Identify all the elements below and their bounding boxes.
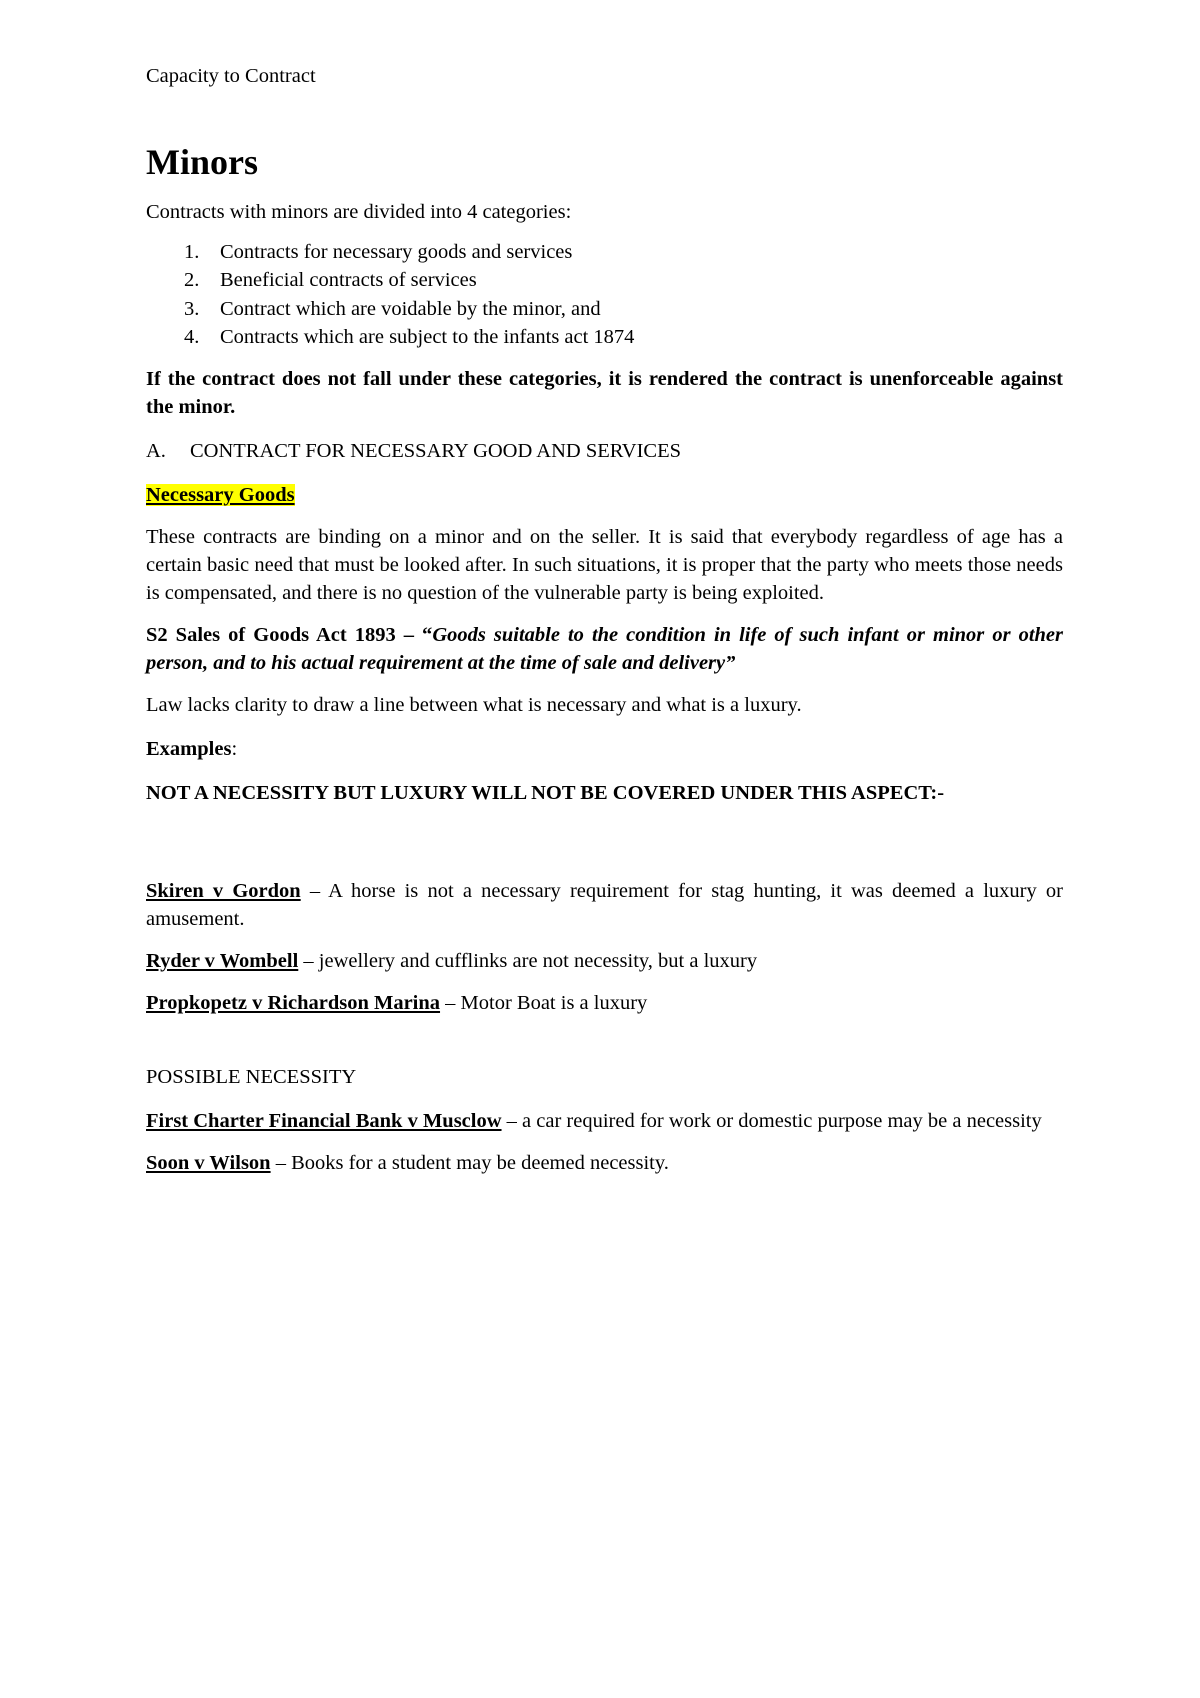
examples-label	[146, 735, 1063, 763]
examples-label-text: Examples	[146, 738, 232, 761]
goods-paragraph: These contracts are binding on a minor and on the seller. It is said that everybody regardless of age has a certain basic need that must be looked after. In such situations, it is proper that the party who meets those needs is compensated, and there is no question of the vulnerable party is being exploited.	[146, 526, 1063, 605]
case-entry	[146, 947, 1063, 975]
case-name: Propkopetz v Richardson Marina	[146, 992, 441, 1015]
document-page	[146, 62, 1063, 1177]
case-entry	[146, 1149, 1063, 1177]
not-necessity-heading: NOT A NECESSITY BUT LUXURY WILL NOT BE COVERED UNDER THIS ASPECT:-	[146, 782, 945, 805]
rule-paragraph: If the contract does not fall under these categories, it is rendered the contract is unenforceable against the minor.	[146, 368, 1063, 419]
necessary-goods-heading: Necessary Goods	[146, 484, 295, 507]
case-name: Skiren v Gordon	[146, 880, 301, 903]
list-item	[146, 323, 1063, 351]
list-number: 4.	[184, 325, 200, 348]
case-name: Ryder v Wombell	[146, 950, 299, 973]
subheading	[146, 481, 1063, 509]
statute-prefix: S2 Sales of Goods Act 1893 – “	[146, 624, 433, 647]
page-header: Capacity to Contract	[146, 65, 316, 87]
section-letter: A.	[146, 440, 166, 463]
lacks-clarity-text: Law lacks clarity to draw a line between what is necessary and what is a luxury.	[146, 694, 802, 717]
case-entry	[146, 877, 1063, 933]
list-item-label: Contract which are voidable by the minor, and	[220, 297, 601, 320]
category-list	[146, 238, 1063, 351]
list-item-label: Contracts which are subject to the infants act 1874	[220, 325, 635, 348]
list-item	[146, 238, 1063, 266]
case-description: – Books for a student may be deemed necessity.	[270, 1152, 669, 1175]
case-name: Soon v Wilson	[146, 1152, 271, 1175]
possible-necessity-heading: POSSIBLE NECESSITY	[146, 1066, 357, 1089]
intro-text: Contracts with minors are divided into 4 categories:	[146, 201, 572, 223]
page-title: Minors	[146, 142, 258, 182]
list-item-label: Beneficial contracts of services	[220, 269, 477, 292]
list-item	[146, 295, 1063, 323]
list-number: 3.	[184, 297, 200, 320]
list-number: 2.	[184, 269, 200, 292]
section-title: CONTRACT FOR NECESSARY GOOD AND SERVICES	[190, 440, 682, 463]
case-description: – A horse is not a necessary requirement for stag hunting, it was deemed a luxury or amusement.	[146, 880, 1063, 931]
examples-suffix: :	[231, 738, 238, 761]
list-item-label: Contracts for necessary goods and services	[220, 241, 573, 263]
case-description: – jewellery and cufflinks are not necessity, but a luxury	[298, 950, 758, 973]
case-entry	[146, 1107, 1063, 1135]
list-item	[146, 266, 1063, 294]
statute-quote	[146, 621, 1063, 677]
statute-quote-text: Goods suitable to the condition in life of such infant or minor or other person, and to his actual requirement at the time of sale and delivery”	[146, 624, 1064, 675]
case-name: First Charter Financial Bank v Musclow	[146, 1110, 502, 1133]
case-description: – a car required for work or domestic purpose may be a necessity	[501, 1110, 1042, 1133]
list-number: 1.	[184, 241, 200, 263]
case-entry	[146, 989, 1063, 1017]
case-description: – Motor Boat is a luxury	[440, 992, 648, 1015]
section-heading-a	[146, 437, 1063, 465]
